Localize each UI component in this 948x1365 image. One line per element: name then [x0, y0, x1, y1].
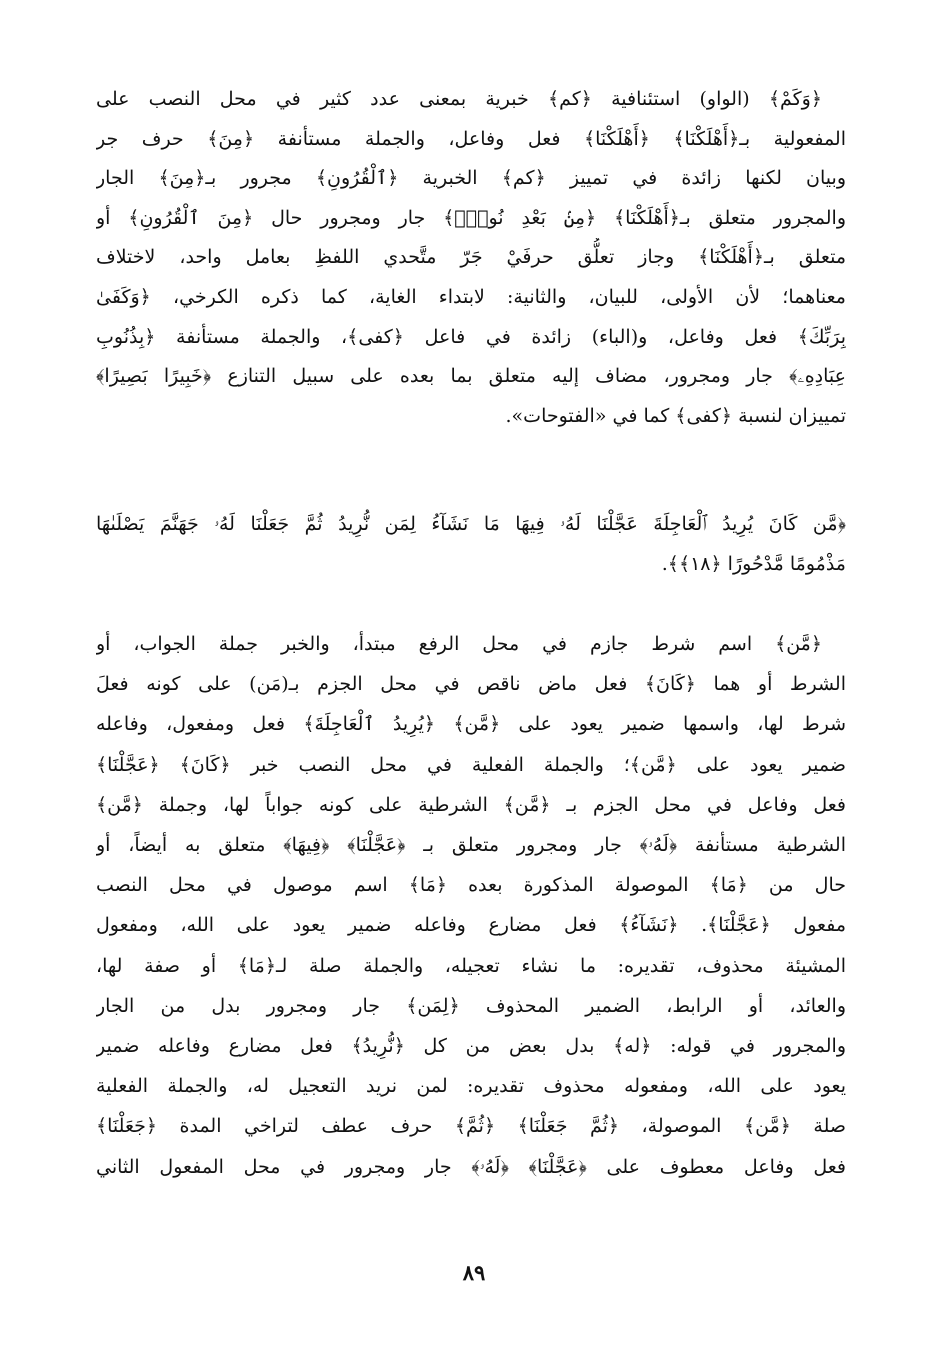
text-line: معناهما؛ لأن الأولى، للبيان، والثانية: لابتداء الغاية، كما ذكره الكرخي، ﴿وَكَفَىٰ — [96, 285, 846, 308]
text-line: الشرطية مستأنفة ﴿لَهُۥ﴾ جار ومجرور متعلق بـ ﴿عَجَّلْنَا﴾ ﴿فِيهَا﴾ متعلق به أيضاً، أو — [96, 834, 846, 857]
text-line: المشيئة محذوف، تقديره: ما نشاء تعجيله، والجملة صلة لـ﴿مَا﴾ أو صفة لها، — [96, 954, 846, 977]
text-line: متعلق بـ﴿أَهْلَكْنَا﴾ وجاز تعلُّق حرفَيْ جَرّ متَّحدي اللفظِ بعامل واحد، لاختلاف — [96, 246, 846, 269]
text-line: يعود على الله، ومفعوله محذوف تقديره: لمن نريد التعجيل له، والجملة الفعلية — [96, 1075, 846, 1098]
text-line: بِرَبِّكَ﴾ فعل وفاعل، و(الباء) زائدة في فاعل ﴿كفى﴾، والجملة مستأنفة ﴿بِذُنُوبِ — [96, 325, 846, 348]
text-line: ﴿مَّن﴾ اسم شرط جازم في محل الرفع مبتدأ، والخبر جملة الجواب، أو — [96, 633, 822, 655]
text-line: عِبَادِهِۦ﴾ جار ومجرور، مضاف إليه متعلق بما بعده على سبيل التنازع ﴿خَبِيرًا بَصِيرًا﴾ — [96, 365, 846, 388]
text-line: الشرط أو هما ﴿كَانَ﴾ فعل ماض ناقص في محل الجزم بـ(مَن) على كونه فعلَ — [96, 673, 846, 696]
text-line: المفعولية بـ﴿أَهْلَكْنَا﴾ ﴿أَهْلَكْنَا﴾ فعل وفاعل، والجملة مستأنفة ﴿مِنَ﴾ حرف جر — [96, 127, 846, 150]
verse-line: مَذْمُومًا مَّدْحُورًا ﴿١٨﴾﴾. — [661, 553, 846, 575]
text-line: والعائد، أو الرابط، الضمير المحذوف ﴿لِمَن﴾ جار ومجرور بدل من الجار — [96, 994, 846, 1017]
paragraph-verse-analysis-1 — [96, 80, 846, 436]
text-line: تمييزان لنسبة ﴿كفى﴾ كما في «الفتوحات». — [505, 404, 846, 427]
text-line: ضمير يعود على ﴿مَّن﴾؛ والجملة الفعلية في محل النصب خبر ﴿كَانَ﴾ ﴿عَجَّلْنَا﴾ — [96, 753, 846, 776]
paragraph-verse-analysis-2 — [96, 624, 846, 1187]
text-line: والمجرور في قوله: ﴿له﴾ بدل بعض من كل ﴿نُّرِيدُ﴾ فعل مضارع وفاعله ضمير — [96, 1035, 846, 1058]
text-line: حال من ﴿مَا﴾ الموصولة المذكورة بعده ﴿مَا﴾ اسم موصول في محل النصب — [96, 874, 846, 897]
quran-verse — [96, 504, 846, 584]
text-line: شرط لها، واسمها ضمير يعود على ﴿مَّن﴾ ﴿يُرِيدُ ٱلْعَاجِلَةَ﴾ فعل ومفعول، وفاعله — [96, 713, 846, 736]
page-number: ٨٩ — [462, 1260, 486, 1285]
verse-line: ﴿مَّن كَانَ يُرِيدُ ٱلْعَاجِلَةَ عَجَّلْنَا لَهُۥ فِيهَا مَا نَشَآءُ لِمَن نُّرِيدُ ثُمَّ جَعَلْنَا لَهُۥ جَهَنَّمَ يَصْلَىٰهَا — [96, 513, 846, 535]
text-line: ﴿وَكَمْ﴾ (الواو) استئنافية ﴿كم﴾ خبرية بمعنى عدد كثير في محل النصب على — [96, 88, 822, 110]
text-line: صلة ﴿مَّن﴾ الموصولة، ﴿ثُمَّ جَعَلْنَا﴾ ﴿ثُمَّ﴾ حرف عطف لتراخي المدة ﴿جَعَلْنَا﴾ — [96, 1115, 846, 1138]
text-line: فعل وفاعل في محل الجزم بـ ﴿مَّن﴾ الشرطية على كونه جواباً لها، وجملة ﴿مَّن﴾ — [96, 793, 846, 816]
text-line: والمجرور متعلق بـ﴿أَهْلَكْنَا﴾ ﴿مِنۢ بَعْدِ نُوحٍۗ﴾ جار ومجرور حال ﴿مِنَ ٱلْقُرُونِ﴾ أو — [96, 206, 846, 229]
text-line: مفعول ﴿عَجَّلْنَا﴾. ﴿نَشَآءُ﴾ فعل مضارع وفاعله ضمير يعود على الله، ومفعول — [96, 914, 846, 937]
text-line: فعل وفاعل معطوف على ﴿عَجَّلْنَا﴾ ﴿لَهُۥ﴾ جار ومجرور في محل المفعول الثاني — [96, 1155, 846, 1178]
text-line: وبيان لكنها زائدة في تمييز ﴿كم﴾ الخبرية ﴿ٱلْقُرُونِ﴾ مجرور بـ﴿مِنَ﴾ الجار — [96, 167, 846, 190]
